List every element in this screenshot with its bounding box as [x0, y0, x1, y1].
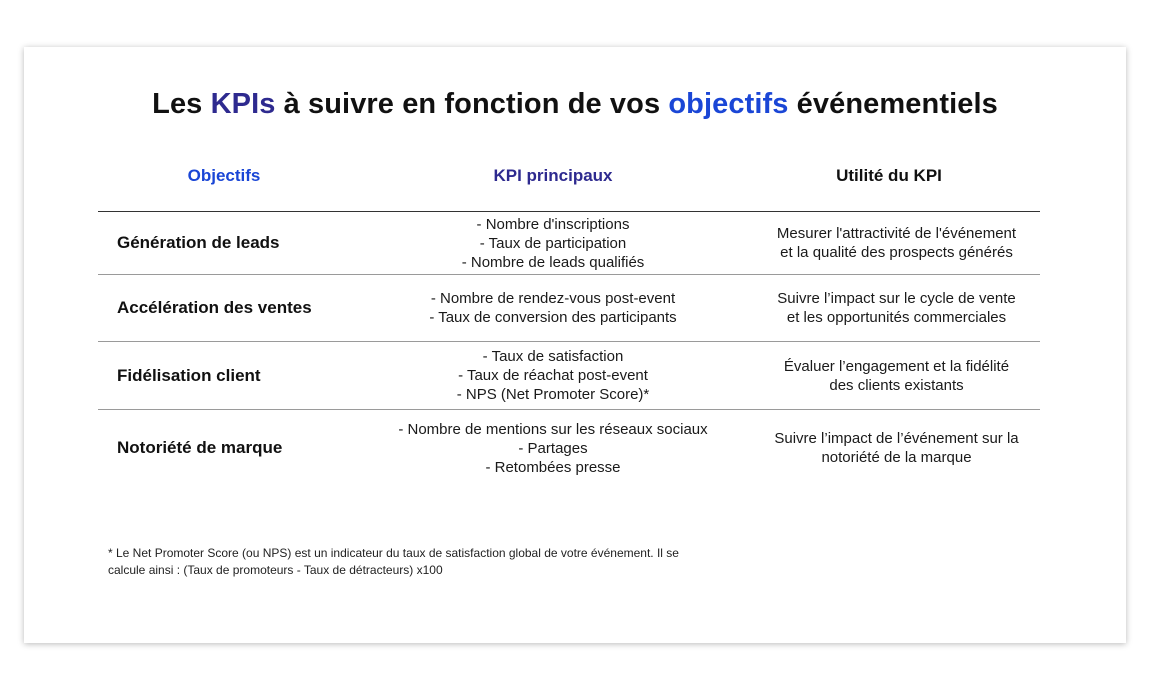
title-prefix: Les: [152, 88, 211, 120]
utilite-line: Mesurer l'attractivité de l'événement: [776, 225, 1017, 242]
column-header-kpi: KPI principaux: [493, 166, 613, 185]
kpi-cell: [353, 420, 753, 477]
footnote-line: * Le Net Promoter Score (ou NPS) est un indicateur du taux de satisfaction global de votre événement. Il se: [108, 546, 679, 560]
utilite-line: Suivre l’impact de l’événement sur la: [774, 430, 1019, 447]
utilite-cell: [753, 357, 1040, 395]
kpi-item: - NPS (Net Promoter Score)*: [456, 386, 650, 403]
column-header-objectifs: Objectifs: [187, 166, 261, 185]
title-suffix: événementiels: [788, 88, 998, 120]
objectif-cell: Notoriété de marque: [117, 438, 283, 457]
kpi-cell: [353, 289, 753, 327]
column-header-utilite: Utilité du KPI: [836, 166, 942, 185]
utilite-line: des clients existants: [829, 376, 964, 394]
objectif-cell: Fidélisation client: [117, 365, 261, 385]
utilite-cell: [753, 429, 1040, 467]
kpi-item: - Taux de réachat post-event: [458, 367, 648, 384]
kpi-item: - Taux de participation: [479, 234, 627, 252]
objectif-cell: Accélération des ventes: [117, 298, 312, 317]
utilite-line: et les opportunités commerciales: [786, 309, 1007, 326]
utilite-cell: [753, 224, 1040, 262]
utilite-line: notoriété de la marque: [821, 449, 972, 466]
title-kpis-highlight: KPIs: [210, 88, 276, 120]
table-row: [98, 342, 1040, 410]
table-row: [98, 275, 1040, 342]
kpi-item: - Nombre de rendez-vous post-event: [430, 290, 676, 307]
utilite-line: Suivre l’impact sur le cycle de vente: [777, 290, 1016, 307]
kpi-item: - Taux de conversion des participants: [429, 309, 677, 326]
title-objectifs-highlight: objectifs: [668, 88, 789, 120]
footnote: [108, 545, 808, 579]
kpi-item: - Retombées presse: [485, 458, 621, 476]
utilite-line: et la qualité des prospects générés: [780, 244, 1013, 261]
page-title: [0, 88, 1150, 121]
kpi-item: - Nombre de leads qualifiés: [461, 253, 645, 271]
kpi-cell: [353, 215, 753, 272]
table-row: [98, 212, 1040, 275]
kpi-item: - Nombre de mentions sur les réseaux sociaux: [398, 420, 708, 438]
kpi-item: - Partages: [518, 439, 588, 457]
utilite-line: Évaluer l’engagement et la fidélité: [783, 357, 1010, 375]
kpi-item: - Taux de satisfaction: [482, 348, 624, 365]
footnote-line: calcule ainsi : (Taux de promoteurs - Taux de détracteurs) x100: [108, 563, 443, 577]
kpi-cell: [353, 347, 753, 404]
title-middle: à suivre en fonction de vos: [275, 88, 669, 120]
kpi-item: - Nombre d'inscriptions: [476, 215, 630, 233]
table-row: [98, 410, 1040, 486]
objectif-cell: Génération de leads: [117, 233, 280, 252]
utilite-cell: [753, 289, 1040, 327]
